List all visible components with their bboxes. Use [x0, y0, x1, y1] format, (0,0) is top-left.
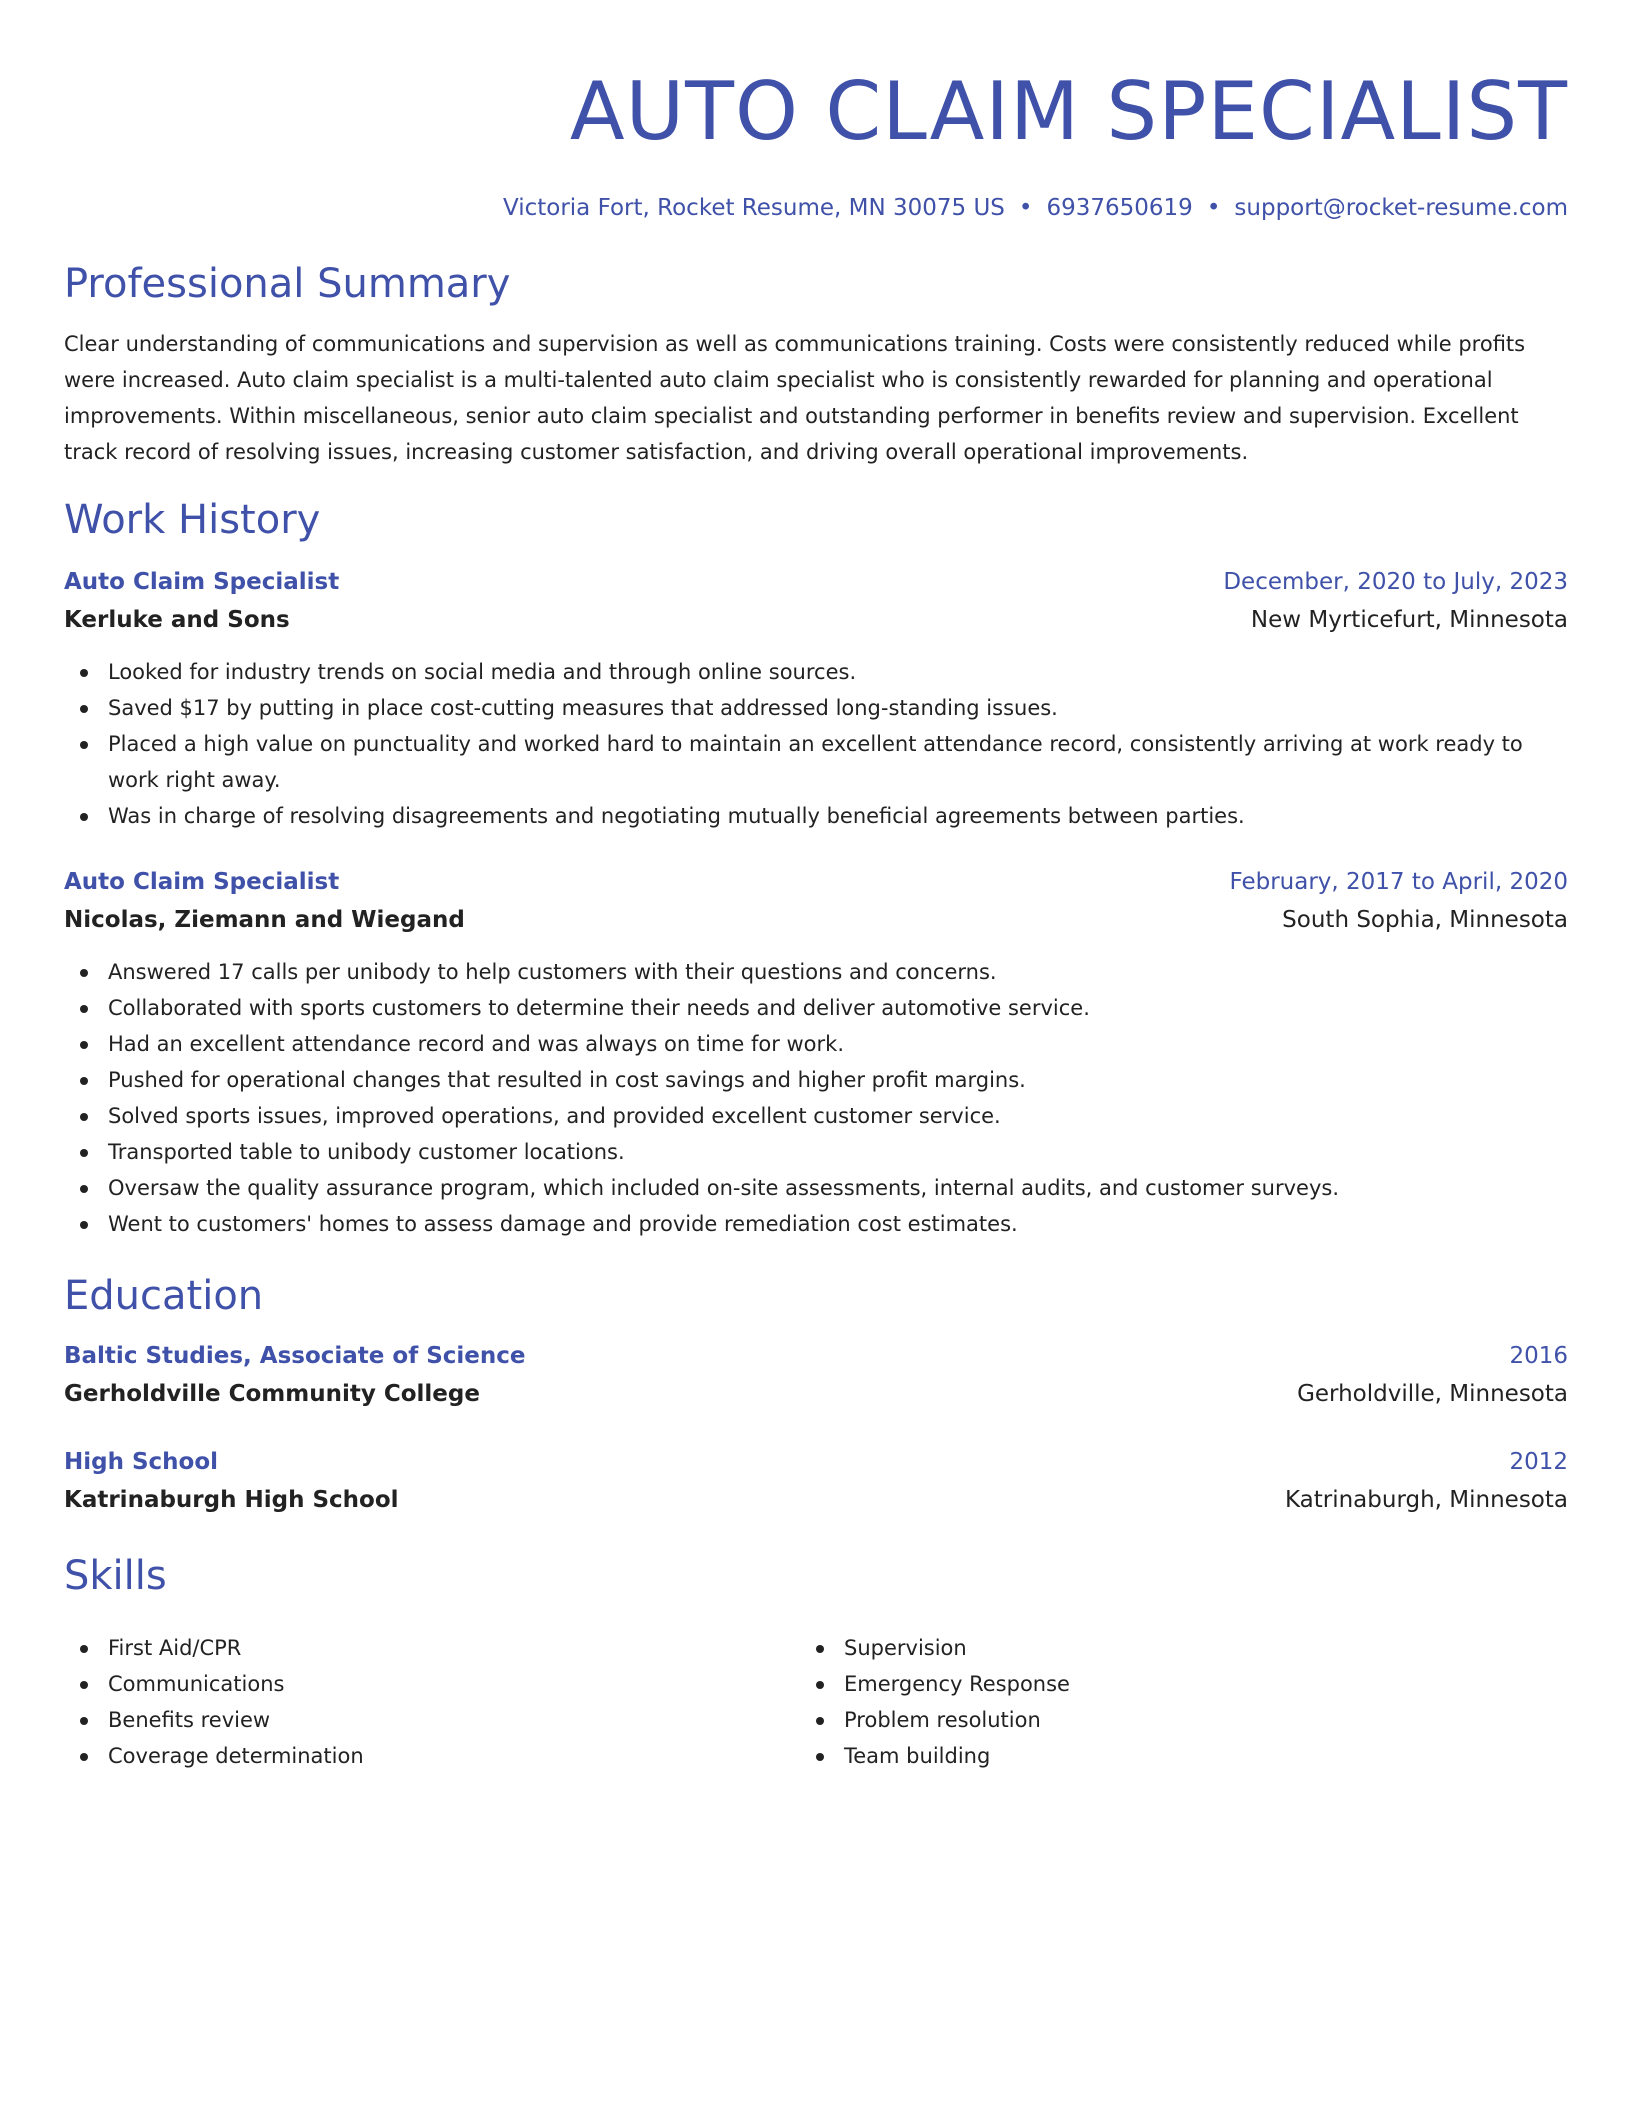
education-year: 2012 [1509, 1449, 1568, 1475]
job-bullet: Answered 17 calls per unibody to help customers with their questions and concerns. [64, 954, 1568, 990]
job-location: New Myrticefurt, Minnesota [1250, 607, 1568, 633]
work-history-section [64, 494, 1568, 1242]
job-company: Nicolas, Ziemann and Wiegand [64, 907, 465, 933]
skill-item: Supervision [800, 1630, 1536, 1666]
education-entry [64, 1338, 1568, 1414]
contact-email[interactable]: support@rocket-resume.com [1234, 195, 1568, 221]
contact-separator: • [1018, 195, 1033, 221]
job-bullet: Solved sports issues, improved operations, and provided excellent customer service. [64, 1098, 1568, 1134]
job-bullet: Transported table to unibody customer locations. [64, 1134, 1568, 1170]
summary-text: Clear understanding of communications and supervision as well as communications training. Costs were consistently reduced while profits were increased. Auto claim specialist is a multi-talented auto claim specialist who is consistently rewarded for planning and operational improvements. Within miscellaneous, senior auto claim specialist and outstanding performer in benefits review and supervision. Excellent track record of resolving issues, increasing customer satisfaction, and driving overall operational improvements. [64, 332, 1526, 464]
skill-item: Benefits review [64, 1702, 800, 1738]
skill-item: Communications [64, 1666, 800, 1702]
work-history-heading: Work History [64, 497, 321, 543]
contact-separator: • [1206, 195, 1221, 221]
page-title: AUTO CLAIM SPECIALIST [569, 65, 1568, 158]
education-location: Gerholdville, Minnesota [1297, 1381, 1568, 1407]
job-location: South Sophia, Minnesota [1282, 907, 1568, 933]
education-degree-row [64, 1444, 1568, 1480]
education-location: Katrinaburgh, Minnesota [1284, 1487, 1568, 1513]
job-entry [64, 564, 1568, 834]
job-bullets [64, 654, 1568, 834]
job-dates: February, 2017 to April, 2020 [1229, 869, 1568, 895]
job-company: Kerluke and Sons [64, 607, 290, 633]
contact-address: Victoria Fort, Rocket Resume, MN 30075 US [502, 195, 1005, 221]
contact-line [64, 192, 1568, 224]
skill-item: Team building [800, 1738, 1536, 1774]
skills-column-left [64, 1630, 800, 1774]
job-dates: December, 2020 to July, 2023 [1223, 569, 1568, 595]
education-school: Katrinaburgh High School [64, 1487, 399, 1513]
education-entry [64, 1444, 1568, 1520]
job-bullet: Collaborated with sports customers to determine their needs and deliver automotive service. [64, 990, 1568, 1026]
job-title-row [64, 864, 1568, 900]
education-year: 2016 [1509, 1343, 1568, 1369]
job-bullet: Placed a high value on punctuality and worked hard to maintain an excellent attendance record, consistently arriving at work ready to work right away. [64, 726, 1568, 798]
job-title-row [64, 564, 1568, 600]
job-title: Auto Claim Specialist [64, 569, 340, 595]
education-heading: Education [64, 1273, 264, 1319]
job-bullet: Oversaw the quality assurance program, which included on-site assessments, internal audits, and customer surveys. [64, 1170, 1568, 1206]
contact-phone[interactable]: 6937650619 [1046, 195, 1193, 221]
skills-grid [64, 1616, 1568, 1774]
job-company-row [64, 900, 1568, 940]
job-bullet: Had an excellent attendance record and was always on time for work. [64, 1026, 1568, 1062]
education-school-row [64, 1480, 1568, 1520]
education-degree-row [64, 1338, 1568, 1374]
resume-header [64, 64, 1568, 224]
skill-item: Problem resolution [800, 1702, 1536, 1738]
job-entry [64, 864, 1568, 1242]
skills-heading: Skills [64, 1553, 167, 1599]
skill-item: First Aid/CPR [64, 1630, 800, 1666]
education-school-row [64, 1374, 1568, 1414]
skill-item: Coverage determination [64, 1738, 800, 1774]
skills-column-right [800, 1630, 1536, 1774]
skill-item: Emergency Response [800, 1666, 1536, 1702]
job-title: Auto Claim Specialist [64, 869, 340, 895]
education-degree: Baltic Studies, Associate of Science [64, 1343, 526, 1369]
education-school: Gerholdville Community College [64, 1381, 480, 1407]
education-degree: High School [64, 1449, 219, 1475]
skills-section [64, 1550, 1568, 1774]
job-company-row [64, 600, 1568, 640]
job-bullet: Went to customers' homes to assess damage and provide remediation cost estimates. [64, 1206, 1568, 1242]
job-bullet: Looked for industry trends on social media and through online sources. [64, 654, 1568, 690]
summary-section [64, 258, 1568, 470]
summary-heading: Professional Summary [64, 261, 511, 307]
education-section [64, 1270, 1568, 1520]
job-bullet: Was in charge of resolving disagreements and negotiating mutually beneficial agreements between parties. [64, 798, 1568, 834]
job-bullet: Saved $17 by putting in place cost-cutting measures that addressed long-standing issues. [64, 690, 1568, 726]
job-bullet: Pushed for operational changes that resulted in cost savings and higher profit margins. [64, 1062, 1568, 1098]
job-bullets [64, 954, 1568, 1242]
